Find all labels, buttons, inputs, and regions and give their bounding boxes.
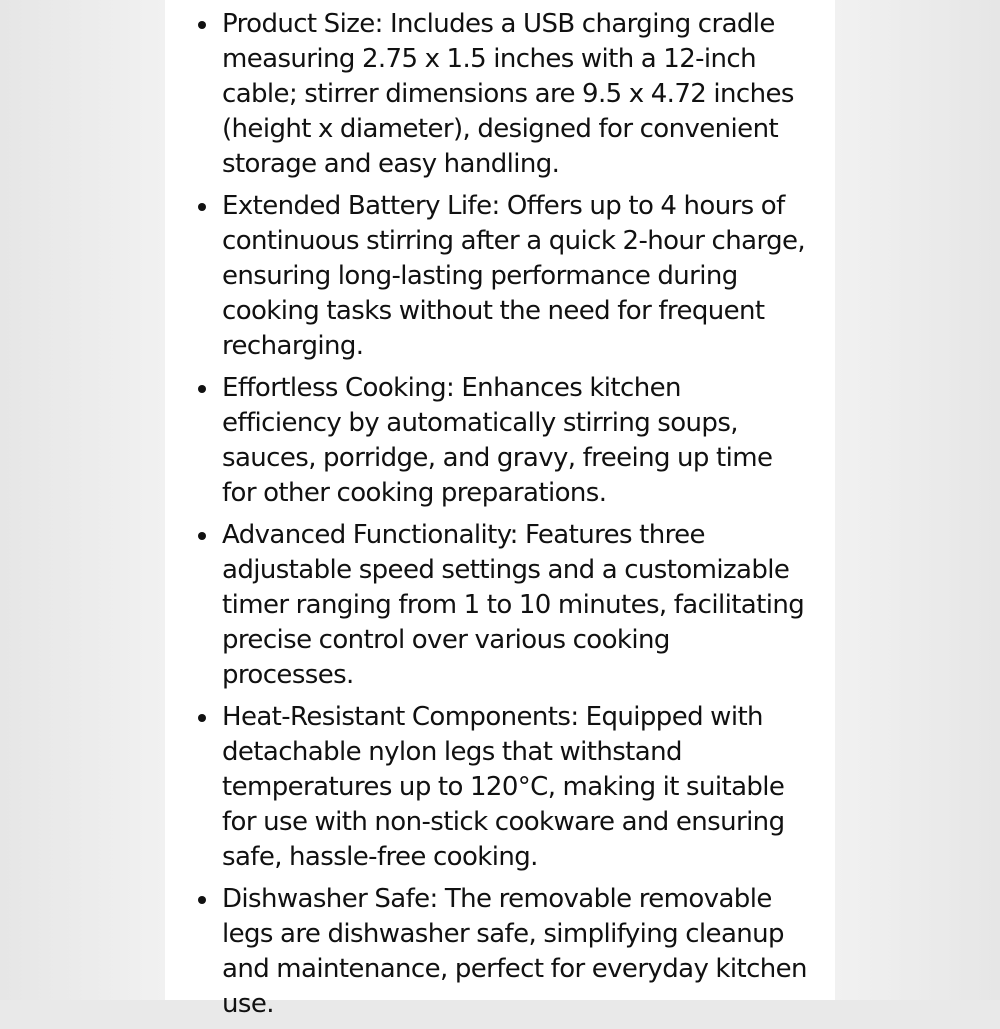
bullet-point-icon <box>198 532 206 540</box>
bullet-point-icon <box>198 21 206 29</box>
feature-bullet-product-size <box>165 7 835 182</box>
bullet-point-icon <box>198 385 206 393</box>
product-description-panel <box>165 0 835 1019</box>
feature-bullet-text: Effortless Cooking: Enhances kitchen efficiency by automatically stirring soups, sauces, porridge, and gravy, freeing up time for other cooking preparations. <box>222 373 773 508</box>
feature-bullet-text: Advanced Functionality: Features three adjustable speed settings and a customizable timer ranging from 1 to 10 minutes, facilitating precise control over various cooking processes. <box>222 520 805 690</box>
feature-bullet-text: Product Size: Includes a USB charging cradle measuring 2.75 x 1.5 inches with a 12-inch cable; stirrer dimensions are 9.5 x 4.72 inches (height x diameter), designed for convenient storage and easy handling. <box>222 9 794 179</box>
feature-bullet-effortless-cooking <box>165 371 835 511</box>
feature-bullet-text: Extended Battery Life: Offers up to 4 hours of continuous stirring after a quick 2-hour charge, ensuring long-lasting performance during cooking tasks without the need for frequent recharging. <box>222 191 806 361</box>
bullet-point-icon <box>198 203 206 211</box>
feature-bullet-heat-resistant <box>165 700 835 875</box>
bullet-point-icon <box>198 714 206 722</box>
bullet-point-icon <box>198 896 206 904</box>
feature-bullet-dishwasher-safe <box>165 882 835 1022</box>
feature-bullet-text: Dishwasher Safe: The removable removable legs are dishwasher safe, simplifying cleanup and maintenance, perfect for everyday kitchen use. <box>222 884 807 1019</box>
feature-bullet-text: Heat-Resistant Components: Equipped with detachable nylon legs that withstand temperatures up to 120°C, making it suitable for use with non-stick cookware and ensuring safe, hassle-free cooking. <box>222 702 785 872</box>
feature-bullet-battery-life <box>165 189 835 364</box>
feature-bullet-advanced-functionality <box>165 518 835 693</box>
feature-bullet-list <box>165 7 835 1029</box>
